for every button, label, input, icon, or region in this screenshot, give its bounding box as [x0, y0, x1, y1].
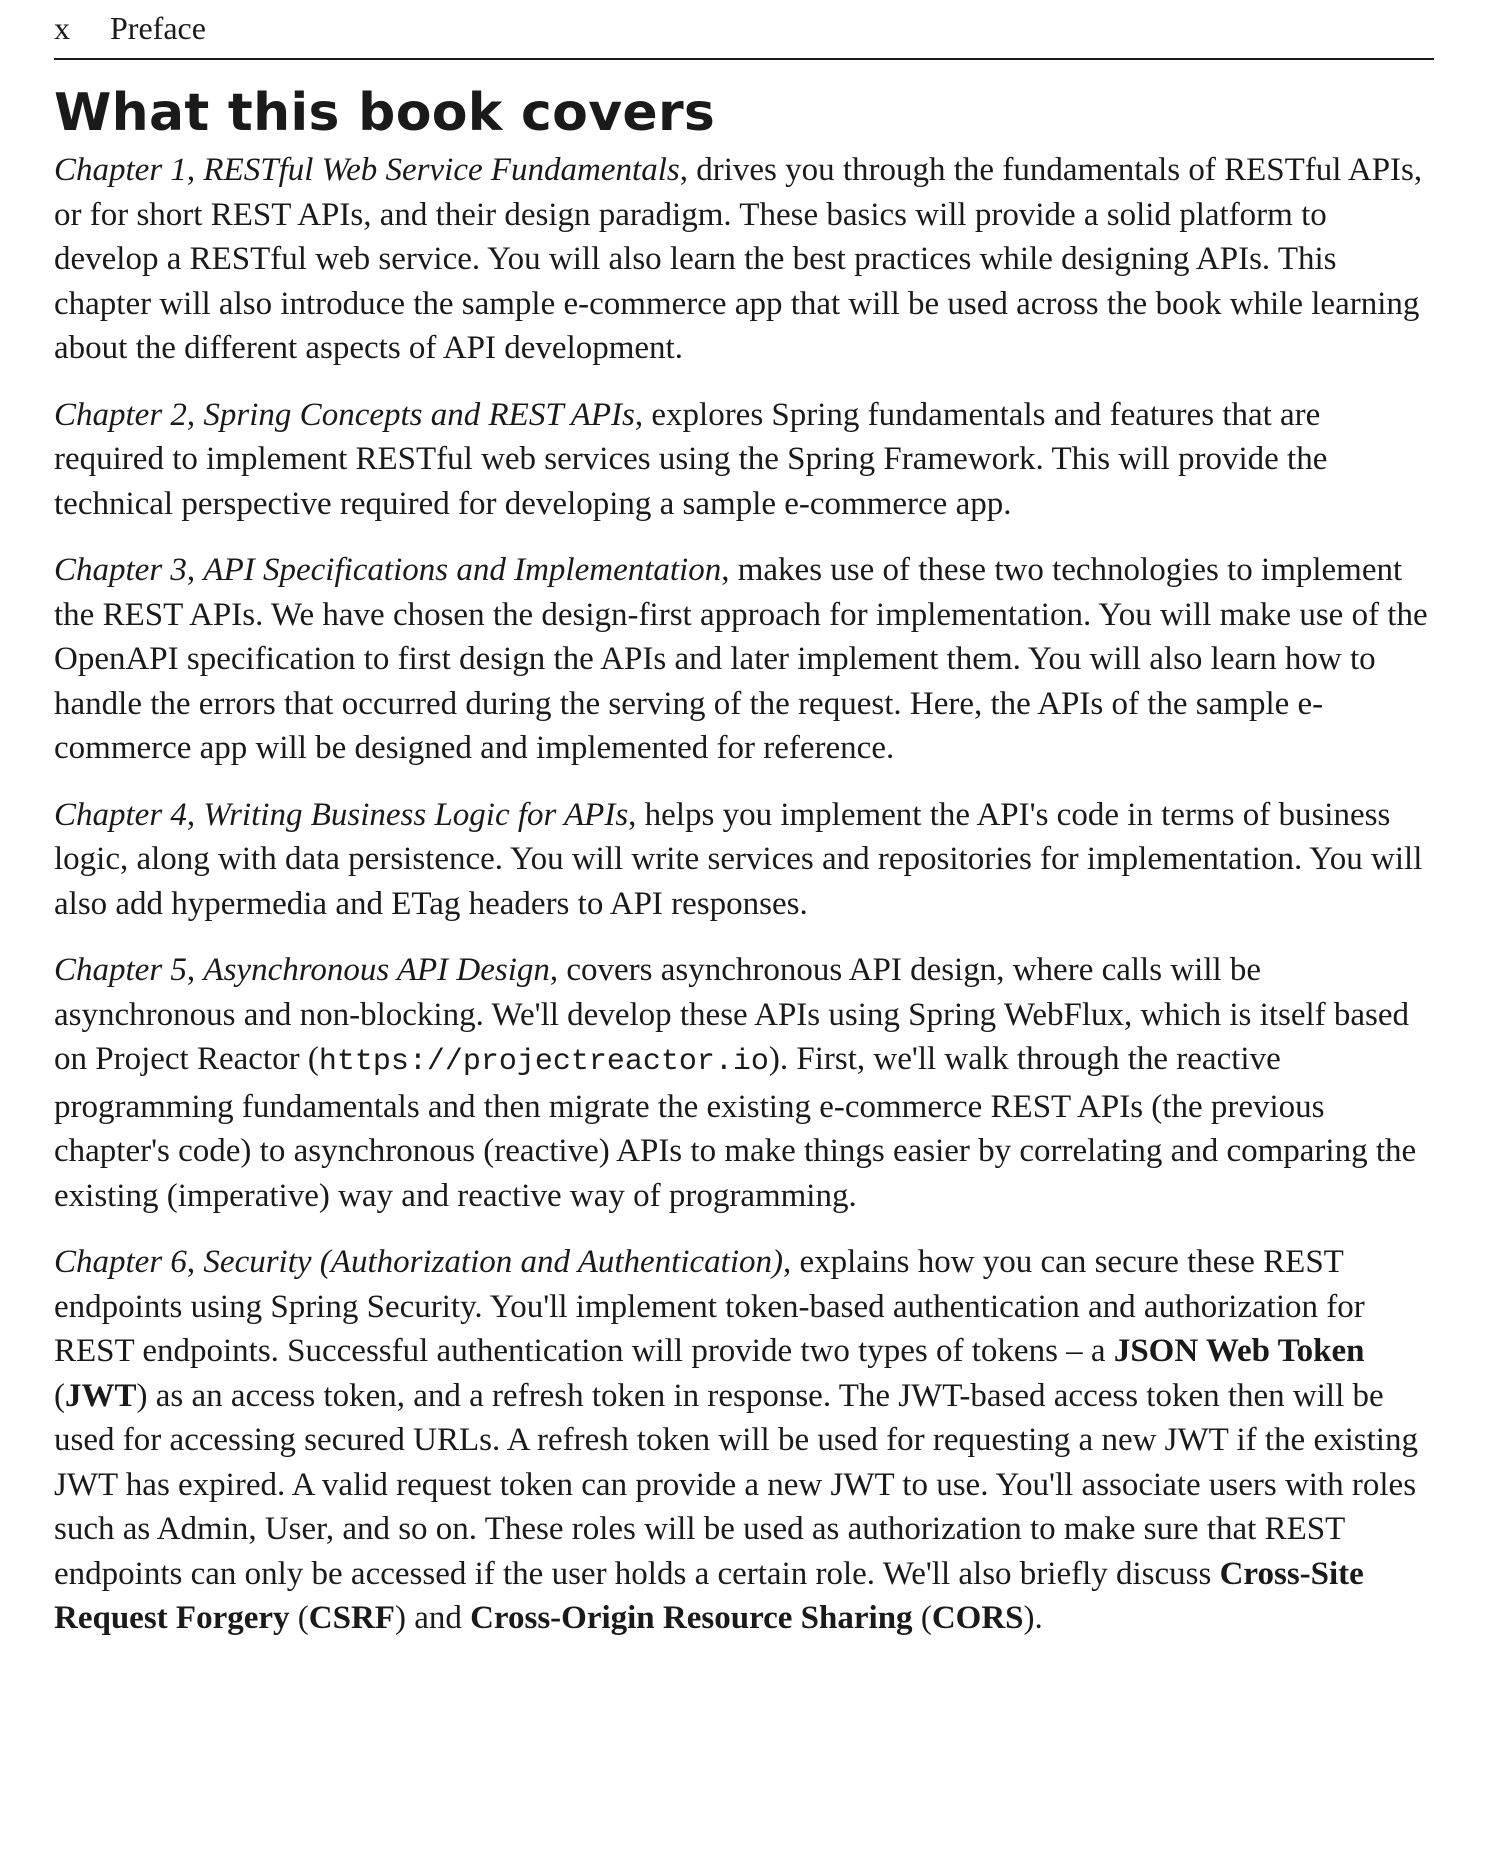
- text-fragment: (: [289, 1600, 309, 1636]
- chapter-title: Asynchronous API Design: [203, 952, 550, 988]
- chapter-title: Writing Business Logic for APIs: [203, 796, 629, 833]
- chapter-title: Security (Authorization and Authentication): [203, 1244, 783, 1280]
- page: [54, 0, 1434, 1663]
- chapter-label: Chapter 2: [54, 396, 187, 433]
- text-fragment: ) as an access token, and a refresh token in response. The JWT-based access token then will be used for accessing secured URLs. A refresh token will be used for requesting a new JWT if the existing JWT has expired. A valid request token can provide a new JWT to use. You'll associate users with roles such as Admin, User, and so on. These roles will be used as authorization to make sure that REST endpoints can only be accessed if the user holds a certain role. We'll also briefly discuss: [54, 1377, 1418, 1592]
- chapter-description: , drives you through the fundamentals of RESTful APIs, or for short REST APIs, and their design paradigm. These basics will provide a solid platform to develop a RESTful web service. You will also learn the best practices while designing APIs. This chapter will also introduce the sample e-commerce app that will be used across the book while learning about the different aspects of API development.: [54, 152, 1423, 366]
- chapter-6-paragraph: Chapter 6, Security (Authorization and Authentication), explains how you can secure these REST endpoints using Spring Security. You'll implement token-based authentication and authorization for REST endpoints. Successful authentication will provide two types of tokens – a JSON Web Token (JWT) as an access token, and a refresh token in response. The JWT-based access token then will be used for accessing secured URLs. A refresh token will be used for requesting a new JWT if the existing JWT has expired. A valid request token can provide a new JWT to use. You'll associate users with roles such as Admin, User, and so on. These roles will be used as authorization to make sure that REST endpoints can only be accessed if the user holds a certain role. We'll also briefly discuss Cross-Site Request Forgery (CSRF) and Cross-Origin Resource Sharing (CORS).: [54, 1244, 1418, 1636]
- chapter-2-paragraph: Chapter 2, Spring Concepts and REST APIs, explores Spring fundamentals and features that are required to implement RESTful web services using the Spring Framework. This will provide the technical perspective required for developing a sample e-commerce app.: [54, 396, 1328, 522]
- project-reactor-url: https://projectreactor.io: [318, 1045, 769, 1079]
- chapter-label: Chapter 1: [54, 152, 187, 188]
- chapter-description-continued: ). First, we'll walk through the reactive programming fundamentals and then migrate the existing e-commerce REST APIs (the previous chapter's code) to asynchronous (reactive) APIs to make things easier by correlating and comparing the existing (imperative) way and reactive way of programming.: [54, 1041, 1417, 1214]
- page-number: x: [54, 10, 70, 46]
- section-heading: What this book covers: [54, 83, 716, 143]
- term-csrf: CSRF: [308, 1600, 395, 1636]
- chapter-description: , makes use of these two technologies to implement the REST APIs. We have chosen the design-first approach for implementation. You will make use of the OpenAPI specification to first design the APIs and later implement them. You will also learn how to handle the errors that occurred during the serving of the request. Here, the APIs of the sample e-commerce app will be designed and implemented for reference.: [54, 552, 1428, 766]
- chapter-label: Chapter 5: [54, 952, 187, 988]
- chapter-description: , helps you implement the API's code in terms of business logic, along with data persistence. You will write services and repositories for implementation. You will also add hypermedia and ETag headers to API responses.: [54, 796, 1423, 922]
- text-fragment: (: [912, 1600, 932, 1636]
- chapter-description: , covers asynchronous API design, where calls will be asynchronous and non-blocking. We'll develop these APIs using Spring WebFlux, which is itself based on Project Reactor (: [54, 952, 1410, 1077]
- text-fragment: (: [54, 1377, 65, 1414]
- header-section-title: Preface: [110, 10, 206, 46]
- chapter-5-paragraph: Chapter 5, Asynchronous API Design, covers asynchronous API design, where calls will be asynchronous and non-blocking. We'll develop these APIs using Spring WebFlux, which is itself based on Project Reactor (https://projectreactor.io). First, we'll walk through the reactive programming fundamentals and then migrate the existing e-commerce REST APIs (the previous chapter's code) to asynchronous (reactive) APIs to make things easier by correlating and comparing the existing (imperative) way and reactive way of programming.: [54, 952, 1417, 1214]
- chapter-description: , explores Spring fundamentals and features that are required to implement RESTful web services using the Spring Framework. This will provide the technical perspective required for developing a sample e-commerce app.: [54, 396, 1328, 522]
- chapter-label: Chapter 3: [54, 552, 187, 588]
- running-header: [54, 0, 1434, 60]
- chapter-title: API Specifications and Implementation: [203, 552, 722, 588]
- chapter-label: Chapter 6: [54, 1244, 187, 1280]
- chapter-1-paragraph: Chapter 1, RESTful Web Service Fundamentals, drives you through the fundamentals of RESTful APIs, or for short REST APIs, and their design paradigm. These basics will provide a solid platform to develop a RESTful web service. You will also learn the best practices while designing APIs. This chapter will also introduce the sample e-commerce app that will be used across the book while learning about the different aspects of API development.: [54, 152, 1423, 366]
- chapter-title: RESTful Web Service Fundamentals: [203, 152, 680, 188]
- text-fragment: ).: [1023, 1600, 1043, 1636]
- chapter-description: , explains how you can secure these REST endpoints using Spring Security. You'll implement token-based authentication and authorization for REST endpoints. Successful authentication will provide two types of tokens – a: [54, 1244, 1365, 1369]
- chapter-title: Spring Concepts and REST APIs: [203, 396, 635, 433]
- chapter-3-paragraph: Chapter 3, API Specifications and Implementation, makes use of these two technologies to implement the REST APIs. We have chosen the design-first approach for implementation. You will make use of the OpenAPI specification to first design the APIs and later implement them. You will also learn how to handle the errors that occurred during the serving of the request. Here, the APIs of the sample e-commerce app will be designed and implemented for reference.: [54, 552, 1428, 766]
- term-jwt: JWT: [65, 1377, 137, 1414]
- term-json-web-token: JSON Web Token: [1113, 1333, 1365, 1369]
- chapter-label: Chapter 4: [54, 796, 187, 833]
- term-cors-full: Cross-Origin Resource Sharing: [470, 1600, 913, 1636]
- text-fragment: ) and: [394, 1600, 471, 1636]
- term-cors: CORS: [931, 1600, 1024, 1636]
- chapter-4-paragraph: Chapter 4, Writing Business Logic for APIs, helps you implement the API's code in terms of business logic, along with data persistence. You will write services and repositories for implementation. You will also add hypermedia and ETag headers to API responses.: [54, 796, 1423, 922]
- term-csrf-full: Cross-Site Request Forgery: [54, 1555, 1364, 1636]
